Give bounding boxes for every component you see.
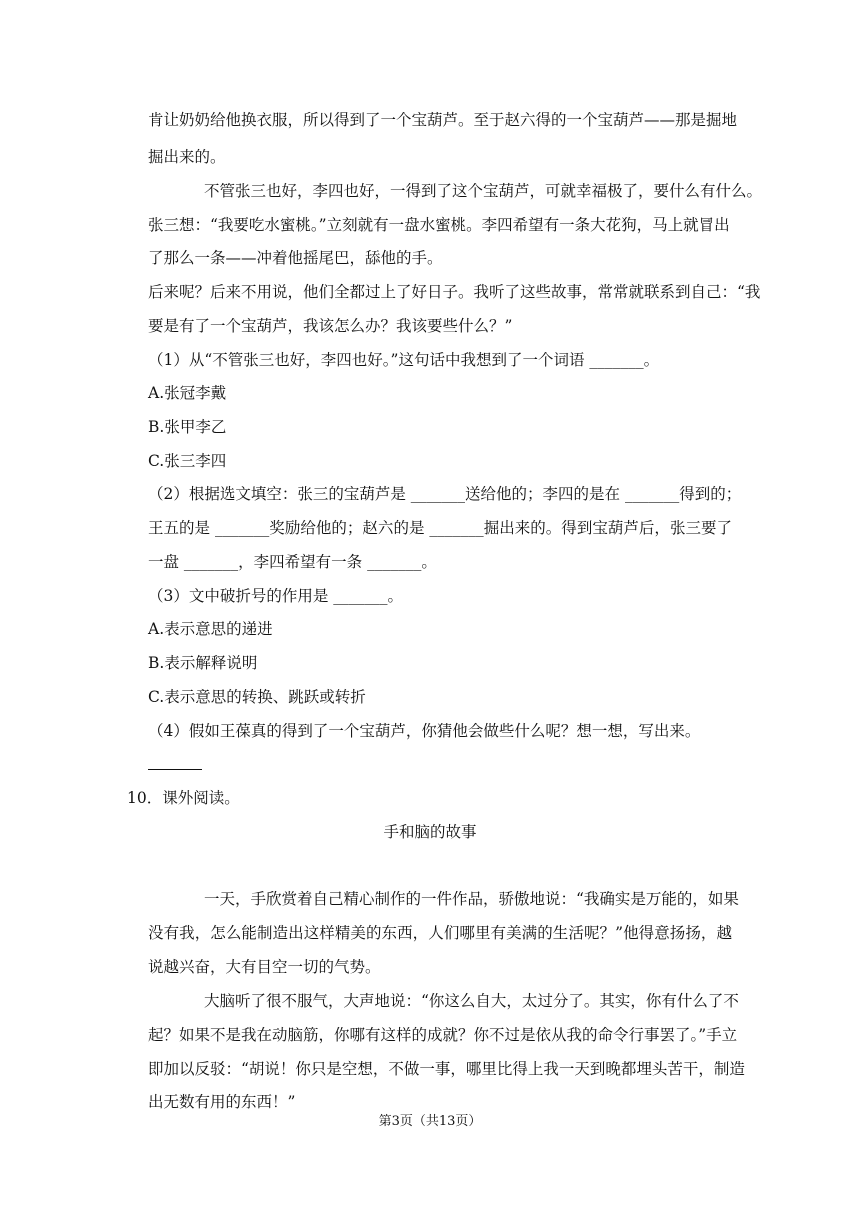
passage-paragraph-start: 不管张三也好，李四也好，一得到了这个宝葫芦，可就幸福极了，要什么有什么。 xyxy=(204,182,763,200)
passage-text-line: 肯让奶奶给他换衣服，所以得到了一个宝葫芦。至于赵六得的一个宝葫芦——那是掘地 xyxy=(148,111,738,129)
answer-blank-line xyxy=(148,769,202,770)
reading-text-line: 出无数有用的东西！” xyxy=(148,1093,296,1111)
reading-paragraph-start: 一天，手欣赏着自己精心制作的一件作品，骄傲地说：“我确实是万能的，如果 xyxy=(204,890,739,908)
question-3-option-a: A.表示意思的递进 xyxy=(148,620,273,638)
reading-text-line: 没有我，怎么能制造出这样精美的东西，人们哪里有美满的生活呢？”他得意扬扬，越 xyxy=(148,924,732,942)
question-1-option-b: B.张甲李乙 xyxy=(148,418,227,436)
question-3-option-b: B.表示解释说明 xyxy=(148,654,258,672)
question-1-option-a: A.张冠李戴 xyxy=(148,384,227,402)
passage-text-line: 了那么一条——冲着他摇尾巴，舔他的手。 xyxy=(148,249,443,267)
question-2: （2）根据选文填空：张三的宝葫芦是 _______送给他的；李四的是在 _______得到的； xyxy=(148,485,742,503)
question-3-option-c: C.表示意思的转换、跳跃或转折 xyxy=(148,688,366,706)
passage-text-line: 后来呢？后来不用说，他们全都过上了好日子。我听了这些故事，常常就联系到自己：“我 xyxy=(148,283,761,301)
question-2-line: 王五的是 _______奖励给他的；赵六的是 _______掘出来的。得到宝葫芦后，张三要了 xyxy=(148,519,732,537)
reading-paragraph-start: 大脑听了很不服气，大声地说：“你这么自大，太过分了。其实，你有什么了不 xyxy=(204,992,739,1010)
reading-title: 手和脑的故事 xyxy=(383,823,477,841)
passage-text-line: 要是有了一个宝葫芦，我该怎么办？我该要些什么？” xyxy=(148,317,513,335)
question-1: （1）从“不管张三也好，李四也好。”这句话中我想到了一个词语 _______。 xyxy=(148,351,660,369)
reading-text-line: 即加以反驳：“胡说！你只是空想，不做一事，哪里比得上我一天到晚都埋头苦干，制造 xyxy=(148,1060,745,1078)
passage-text-line: 张三想：“我要吃水蜜桃。”立刻就有一盘水蜜桃。李四希望有一条大花狗，马上就冒出 xyxy=(148,216,730,234)
question-3: （3）文中破折号的作用是 _______。 xyxy=(148,587,404,605)
reading-text-line: 说越兴奋，大有目空一切的气势。 xyxy=(148,958,381,976)
question-2-line: 一盘 _______，李四希望有一条 _______。 xyxy=(148,553,437,571)
question-10-label: 10．课外阅读。 xyxy=(127,789,240,807)
passage-text-line: 掘出来的。 xyxy=(148,148,226,166)
page-footer: 第3页（共13页） xyxy=(378,1114,482,1129)
question-1-option-c: C.张三李四 xyxy=(148,452,227,470)
reading-text-line: 起？如果不是我在动脑筋，你哪有这样的成就？你不过是依从我的命令行事罢了。”手立 xyxy=(148,1026,738,1044)
question-4: （4）假如王葆真的得到了一个宝葫芦，你猜他会做些什么呢？想一想，写出来。 xyxy=(148,722,701,740)
